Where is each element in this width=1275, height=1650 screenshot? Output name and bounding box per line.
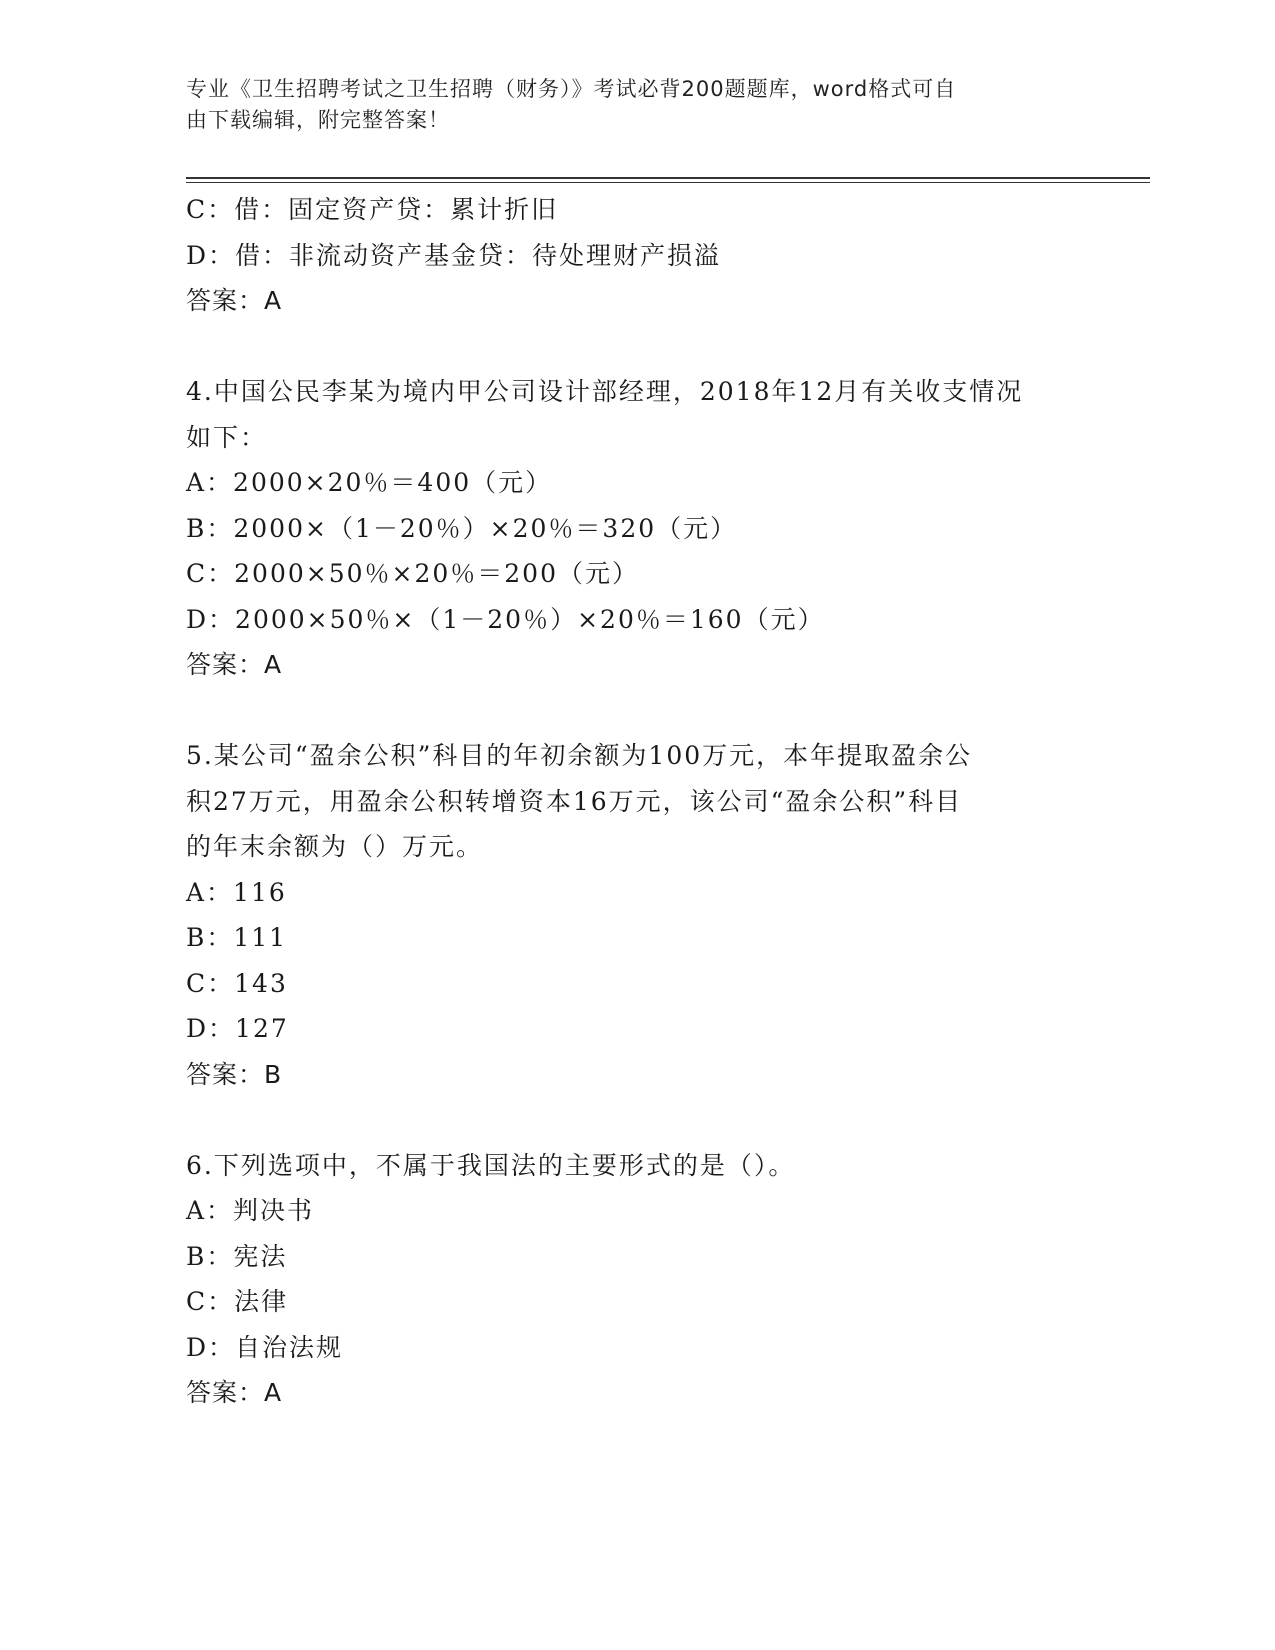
answer: 答案：A [186, 286, 283, 315]
question-6 [186, 1143, 1086, 1416]
document-header [186, 74, 1066, 136]
option-d: D：自治法规 [186, 1332, 344, 1362]
spacer [186, 324, 1086, 370]
answer: 答案：B [186, 1059, 283, 1089]
question-stem: 如下： [186, 422, 268, 452]
document-body [186, 187, 1086, 1416]
header-rule-thin [186, 182, 1150, 183]
spacer [186, 688, 1086, 734]
option-b: B：111 [186, 923, 288, 952]
option-c: C：2000×50％×20％＝200（元） [186, 559, 639, 588]
option-d: D：借：非流动资产基金贷：待处理财产损溢 [186, 240, 722, 270]
option-a: A：判决书 [186, 1196, 315, 1225]
question-stem: 的年末余额为（）万元。 [186, 832, 484, 861]
option-c: C：借：固定资产贷：累计折旧 [186, 195, 559, 224]
header-rule-thick [186, 177, 1150, 179]
header-line-1: 专业《卫生招聘考试之卫生招聘（财务）》考试必背200题题库，word格式可自 [186, 77, 957, 101]
question-stem: 积27万元，用盈余公积转增资本16万元，该公司“盈余公积”科目 [186, 786, 963, 816]
option-a: A：2000×20％＝400（元） [186, 468, 553, 497]
option-b: B：2000×（1－20％）×20％＝320（元） [186, 513, 738, 543]
option-d: D：127 [186, 1014, 289, 1043]
question-3 [186, 187, 1086, 324]
question-stem: 5.某公司“盈余公积”科目的年初余额为100万元，本年提取盈余公 [186, 741, 973, 770]
option-c: C：法律 [186, 1287, 289, 1316]
header-line-2: 由下载编辑，附完整答案！ [186, 108, 450, 132]
answer: 答案：A [186, 650, 283, 679]
question-stem: 6.下列选项中，不属于我国法的主要形式的是（）。 [186, 1150, 796, 1180]
question-4 [186, 369, 1086, 688]
question-stem: 4.中国公民李某为境内甲公司设计部经理，2018年12月有关收支情况 [186, 377, 1024, 406]
option-d: D：2000×50％×（1－20％）×20％＝160（元） [186, 604, 825, 634]
option-c: C：143 [186, 968, 288, 998]
option-b: B：宪法 [186, 1241, 288, 1271]
answer: 答案：A [186, 1378, 283, 1407]
spacer [186, 1097, 1086, 1143]
question-5 [186, 733, 1086, 1097]
option-a: A：116 [186, 877, 287, 907]
